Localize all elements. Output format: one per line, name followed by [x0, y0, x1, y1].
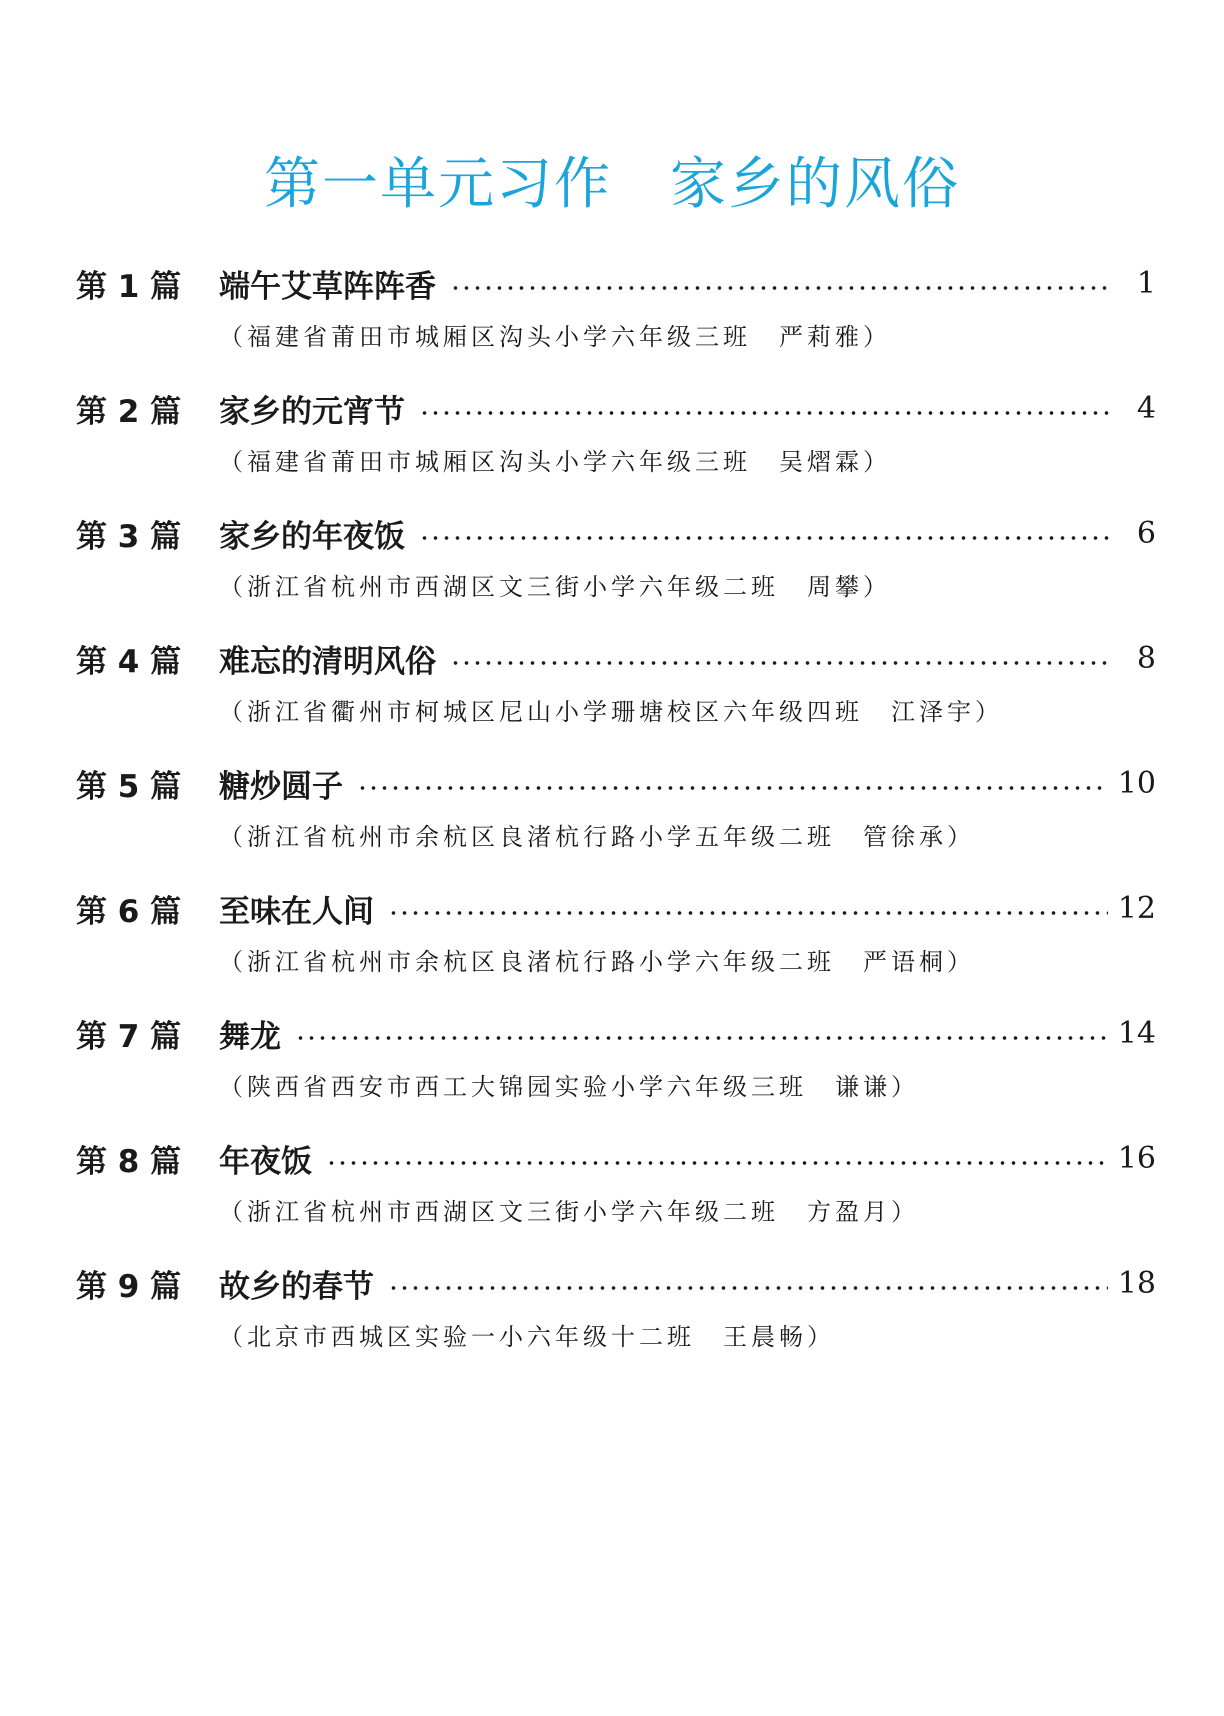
dot-leader [357, 785, 1108, 791]
entry-source: （浙江省杭州市余杭区良渚杭行路小学五年级二班 管徐承） [219, 823, 975, 851]
entry-title[interactable]: 故乡的春节 [219, 1268, 374, 1305]
entry-page-number[interactable]: 8 [1136, 640, 1156, 676]
dot-leader [326, 1160, 1108, 1166]
entry-title[interactable]: 至味在人间 [219, 893, 374, 930]
entry-number: 第 7 篇 [76, 1018, 182, 1055]
dot-leader [450, 660, 1112, 666]
entry-title[interactable]: 家乡的年夜饭 [219, 518, 405, 555]
entry-source: （浙江省杭州市西湖区文三街小学六年级二班 方盈月） [219, 1198, 919, 1226]
entry-number: 第 3 篇 [76, 518, 182, 555]
entry-source: （浙江省杭州市余杭区良渚杭行路小学六年级二班 严语桐） [219, 948, 975, 976]
entry-number: 第 6 篇 [76, 893, 182, 930]
dot-leader [388, 910, 1108, 916]
toc-entry[interactable] [76, 1008, 1156, 1133]
entry-number: 第 5 篇 [76, 768, 182, 805]
toc-entry[interactable] [76, 633, 1156, 758]
entry-title[interactable]: 家乡的元宵节 [219, 393, 405, 430]
dot-leader [419, 410, 1112, 416]
entry-page-number[interactable]: 18 [1117, 1265, 1156, 1301]
page-title: 第一单元习作 家乡的风俗 [264, 152, 960, 217]
entry-title[interactable]: 糖炒圆子 [219, 768, 343, 805]
entry-title[interactable]: 端午艾草阵阵香 [219, 268, 436, 305]
toc-entry[interactable] [76, 1258, 1156, 1383]
toc-entry-line [76, 1258, 1156, 1308]
entry-source: （陕西省西安市西工大锦园实验小学六年级三班 谦谦） [219, 1073, 919, 1101]
dot-leader [295, 1035, 1108, 1041]
toc-entry-line [76, 383, 1156, 433]
entry-number: 第 8 篇 [76, 1143, 182, 1180]
toc-entry-line [76, 1008, 1156, 1058]
dot-leader [419, 535, 1112, 541]
entry-page-number[interactable]: 16 [1117, 1140, 1156, 1176]
toc-entry[interactable] [76, 883, 1156, 1008]
toc-entry[interactable] [76, 258, 1156, 383]
toc-entry[interactable] [76, 508, 1156, 633]
toc-entry-line [76, 508, 1156, 558]
entry-title[interactable]: 难忘的清明风俗 [219, 643, 436, 680]
toc-entry-line [76, 258, 1156, 308]
entry-title[interactable]: 舞龙 [219, 1018, 281, 1055]
entry-source: （福建省莆田市城厢区沟头小学六年级三班 吴熠霖） [219, 448, 891, 476]
toc-entry-line [76, 883, 1156, 933]
dot-leader [388, 1285, 1108, 1291]
toc-entry[interactable] [76, 383, 1156, 508]
toc-entry[interactable] [76, 758, 1156, 883]
entry-source: （浙江省杭州市西湖区文三街小学六年级二班 周攀） [219, 573, 891, 601]
entry-source: （浙江省衢州市柯城区尼山小学珊塘校区六年级四班 江泽宇） [219, 698, 1003, 726]
entry-number: 第 1 篇 [76, 268, 182, 305]
entry-number: 第 4 篇 [76, 643, 182, 680]
entry-page-number[interactable]: 1 [1136, 265, 1156, 301]
entry-source: （北京市西城区实验一小六年级十二班 王晨畅） [219, 1323, 835, 1351]
entry-page-number[interactable]: 4 [1136, 390, 1156, 426]
toc-entry-line [76, 758, 1156, 808]
toc-entry[interactable] [76, 1133, 1156, 1258]
entry-page-number[interactable]: 10 [1117, 765, 1156, 801]
entry-page-number[interactable]: 6 [1136, 515, 1156, 551]
entry-title[interactable]: 年夜饭 [219, 1143, 312, 1180]
entry-number: 第 9 篇 [76, 1268, 182, 1305]
table-of-contents [76, 258, 1156, 1383]
dot-leader [450, 285, 1112, 291]
toc-entry-line [76, 633, 1156, 683]
entry-page-number[interactable]: 12 [1117, 890, 1156, 926]
entry-number: 第 2 篇 [76, 393, 182, 430]
entry-source: （福建省莆田市城厢区沟头小学六年级三班 严莉雅） [219, 323, 891, 351]
entry-page-number[interactable]: 14 [1117, 1015, 1156, 1051]
toc-entry-line [76, 1133, 1156, 1183]
